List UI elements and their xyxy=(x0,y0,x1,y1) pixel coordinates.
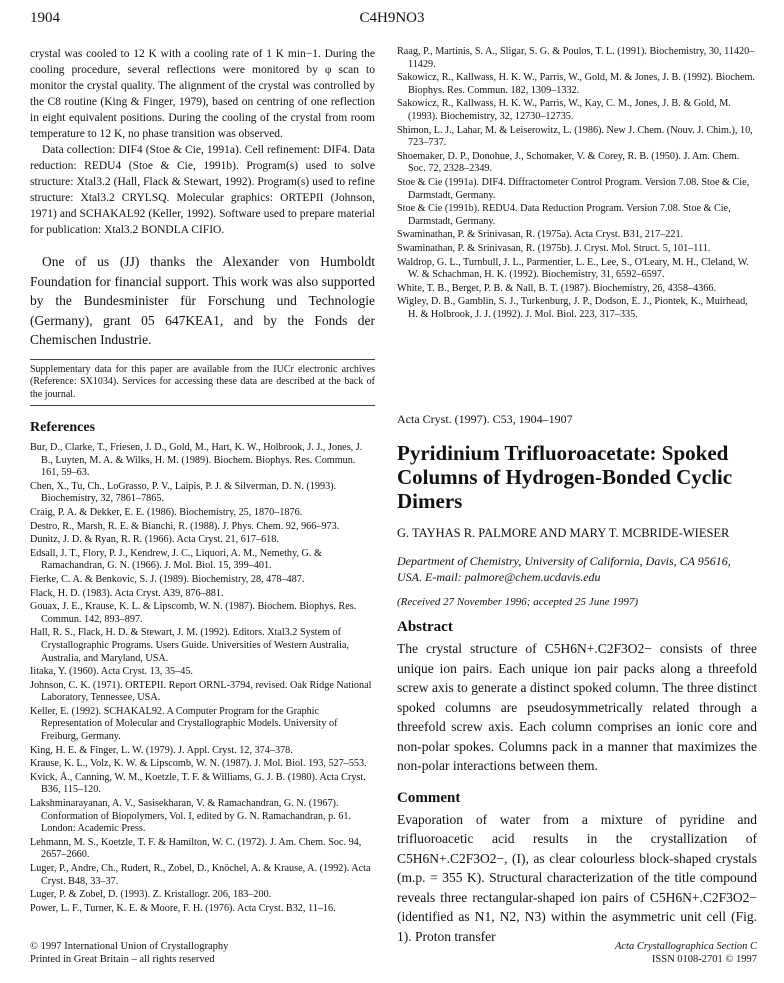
reference-item: Lehmann, M. S., Koetzle, T. F. & Hamilton, W. C. (1972). J. Am. Chem. Soc. 94, 2657–2660. xyxy=(30,836,362,861)
references-heading: References xyxy=(30,420,96,435)
article-title: Pyridinium Trifluoroacetate: Spoked Columns of Hydrogen-Bonded Cyclic Dimers xyxy=(397,441,733,513)
article-citation: Acta Cryst. (1997). C53, 1904–1907 xyxy=(397,412,573,426)
reference-item: Swaminathan, P. & Srinivasan, R. (1975b). J. Cryst. Mol. Struct. 5, 101–111. xyxy=(397,242,711,254)
reference-item: Shoemaker, D. P., Donohue, J., Schomaker, V. & Corey, R. B. (1950). J. Am. Chem. Soc. 72, 2328–2349. xyxy=(397,150,740,175)
divider xyxy=(30,405,375,406)
comment-heading: Comment xyxy=(397,789,461,806)
reference-item: Flack, H. D. (1983). Acta Cryst. A39, 876–881. xyxy=(30,587,224,599)
copyright-line: © 1997 International Union of Crystallography xyxy=(30,941,229,952)
software-paragraph: Data collection: DIF4 (Stoe & Cie, 1991a). Cell refinement: DIF4. Data reduction: REDU4 (Stoe & Cie, 1991b). Program(s) used to solve structure: Xtal3.2 (Hall, Flack & Stewart, 1992). Program(s) used to refine structure: Xtal3.2 CRYLSQ. Molecular graphics: ORTEPII (Johnson, 1971) and SCHAKAL92 (Keller, 1992). Software used to prepare material for publication: Xtal3.2 BONDLA CIFIO. xyxy=(30,144,375,236)
reference-item: Krause, K. L., Volz, K. W. & Lipscomb, W. N. (1987). J. Mol. Biol. 193, 527–553. xyxy=(30,758,367,770)
reference-item: Destro, R., Marsh, R. E. & Bianchi, R. (1988). J. Phys. Chem. 92, 966–973. xyxy=(30,520,340,532)
journal-name: Acta Crystallographica Section C xyxy=(614,941,757,952)
experimental-paragraph: crystal was cooled to 12 K with a cooling rate of 1 K min−1. During the cooling procedure, several reflections were monitored by φ scan to monitor the crystal quality. The alignment of the crystal was controlled by the C8 routine (King & Finger, 1979), based on centring of one reflection in eight equivalent positions. During the cooling of the crystal from room temperature to 12 K, no phase transition was observed. xyxy=(30,48,375,140)
reference-item: Dunitz, J. D. & Ryan, R. R. (1966). Acta Cryst. 21, 617–618. xyxy=(30,534,279,546)
reference-item: Craig, P. A. & Dekker, E. E. (1986). Biochemistry, 25, 1870–1876. xyxy=(30,506,303,518)
supplementary-note: Supplementary data for this paper are available from the IUCr electronic archives (Reference: SX1034). Services for accessing these data are described at the back of the journal. xyxy=(30,363,375,400)
acknowledgement: One of us (JJ) thanks the Alexander von Humboldt Foundation for financial support. This work was also supported by the Bundesminister für Forschung und Technologie (Germany), grant 05 647KEA1, and by the Fonds der Chemischen Industrie. xyxy=(30,254,375,347)
article-affiliation: Department of Chemistry, University of California, Davis, CA 95616, USA. E-mail: palmore@chem.ucdavis.edu xyxy=(397,554,731,584)
references-section xyxy=(30,420,375,916)
article-authors: G. TAYHAS R. PALMORE AND MARY T. MCBRIDE-WIESER xyxy=(397,526,730,540)
reference-item: Gouax, J. E., Krause, K. L. & Lipscomb, W. N. (1987). Biochem. Biophys. Res. Commun. 142, 893–897. xyxy=(30,601,357,625)
printed-line: Printed in Great Britain – all rights reserved xyxy=(30,954,215,965)
divider xyxy=(30,359,375,360)
reference-item: Bur, D., Clarke, T., Friesen, J. D., Gold, M., Hart, K. W., Holbrook, J. J., Jones, J. B., Luyten, M. A. & Wilks, H. M. (1989). Biochem. Biophys. Res. Commun. 161, 59–63. xyxy=(30,442,363,479)
reference-item: King, H. E. & Finger, L. W. (1979). J. Appl. Cryst. 12, 374–378. xyxy=(30,744,293,756)
running-formula: C4H9NO3 xyxy=(359,10,425,26)
reference-item: Luger, P. & Zobel, D. (1993). Z. Kristallogr. 206, 183–200. xyxy=(30,889,272,901)
page-number: 1904 xyxy=(30,10,60,26)
reference-item: Power, L. F., Turner, K. E. & Moore, F. H. (1976). Acta Cryst. B32, 11–16. xyxy=(30,902,336,914)
reference-item: Edsall, J. T., Flory, P. J., Kendrew, J. C., Liquori, A. M., Nemethy, G. & Ramachandran, G. N. (1966). J. Mol. Biol. 15, 399–401. xyxy=(30,547,322,572)
reference-item: Stoe & Cie (1991b). REDU4. Data Reduction Program. Version 7.08. Stoe & Cie, Darmstadt, Germany. xyxy=(397,203,731,227)
reference-item: Kvick, Å., Canning, W. M., Koetzle, T. F. & Williams, G. J. B. (1980). Acta Cryst. B36, 115–120. xyxy=(30,771,366,796)
left-upper-column xyxy=(30,46,375,406)
reference-item: Swaminathan, P. & Srinivasan, R. (1975a). Acta Cryst. B31, 217–221. xyxy=(397,229,684,241)
abstract-heading: Abstract xyxy=(397,619,453,635)
reference-item: Sakowicz, R., Kallwass, H. K. W., Parris, W., Kay, C. M., Jones, J. B. & Gold, M. (1993). Biochemistry, 32, 12730–12735. xyxy=(397,98,731,122)
abstract-text: The crystal structure of C5H6N+.C2F3O2− consists of three unique ion pairs. Each unique ion pair packs along a threefold screw axis to generate a distinct spoked column. The three distinct spoked columns are pseudosymmetrically related through a threefold screw axis. Each column comprises an ionic core and non-polar spokes. Columns pack in a manner that maximizes the non-polar interactions between them. xyxy=(397,641,757,773)
references-continued xyxy=(397,46,757,322)
reference-item: Shimon, L. J., Lahar, M. & Leiserowitz, L. (1986). New J. Chem. (Nouv. J. Chim.), 10, 723–737. xyxy=(397,124,753,149)
article-block xyxy=(397,412,757,946)
reference-item: Luger, P., Andre, Ch., Rudert, R., Zobel, D., Knöchel, A. & Krause, A. (1992). Acta Cryst. B48, 33–37. xyxy=(30,863,371,887)
references-list xyxy=(30,442,375,915)
article-dates: (Received 27 November 1996; accepted 25 June 1997) xyxy=(397,596,638,608)
reference-item: Raag, P., Martinis, S. A., Sligar, S. G. & Poulos, T. L. (1991). Biochemistry, 30, 11420–11429. xyxy=(397,46,755,70)
reference-item: White, T. B., Berget, P. B. & Nall, B. T. (1987). Biochemistry, 26, 4358–4366. xyxy=(397,282,716,294)
reference-item: Lakshminarayanan, A. V., Sasisekharan, V. & Ramachandran, G. N. (1967). Conformation of Biopolymers, Vol. I, edited by G. N. Ramachandran, p. 61. London: Academic Press. xyxy=(30,798,352,835)
reference-item: Wigley, D. B., Gamblin, S. J., Turkenburg, J. P., Dodson, E. J., Piontek, K., Muirhead, H. & Holbrook, J. J. (1992). J. Mol. Biol. 223, 317–335. xyxy=(397,296,748,320)
reference-item: Hall, R. S., Flack, H. D. & Stewart, J. M. (1992). Editors. Xtal3.2 System of Crystallographic Programs. Users Guide. Universities of Western Australia, Australia, and Maryland, USA. xyxy=(30,627,349,664)
reference-item: Chen, X., Tu, Ch., LoGrasso, P. V., Laipis, P. J. & Silverman, D. N. (1993). Biochemistry, 32, 7861–7865. xyxy=(30,480,337,505)
reference-item: Johnson, C. K. (1971). ORTEPII. Report ORNL-3794, revised. Oak Ridge National Laboratory, Tennessee, USA. xyxy=(30,679,372,704)
reference-item: Iitaka, Y. (1960). Acta Cryst. 13, 35–45. xyxy=(30,666,193,678)
issn-line: ISSN 0108-2701 © 1997 xyxy=(651,954,757,965)
reference-item: Waldrop, G. L., Turnbull, J. L., Parmentier, L. E., Lee, S., O'Leary, M. H., Cleland, W. W. & Schachman, H. K. (1992). Biochemistry, 31, 6592–6597. xyxy=(397,256,749,281)
reference-item: Stoe & Cie (1991a). DIF4. Diffractometer Control Program. Version 7.08. Stoe & Cie, Darmstadt, Germany. xyxy=(397,176,750,201)
reference-item: Fierke, C. A. & Benkovic, S. J. (1989). Biochemistry, 28, 478–487. xyxy=(30,573,305,585)
reference-item: Sakowicz, R., Kallwass, H. K. W., Parris, W., Gold, M. & Jones, J. B. (1992). Biochem. Biophys. Res. Commun. 182, 1309–1332. xyxy=(397,72,755,96)
reference-item: Keller, E. (1992). SCHAKAL92. A Computer Program for the Graphic Representation of Molecular and Crystallographic Models. University of Freiburg, Germany. xyxy=(30,705,338,743)
comment-text: Evaporation of water from a mixture of pyridine and trifluoroacetic acid results in the crystallization of C5H6N+.C2F3O2−, (I), as clear colourless block-shaped crystals (m.p. = 355 K). Structural characterization of the title compound reveals three rectangular-shaped ion pairs of C5H6N+.C2F3O2− (identified as N1, N2, N3) within the asymmetric unit cell (Fig. 1). Proton transfer xyxy=(397,811,757,944)
